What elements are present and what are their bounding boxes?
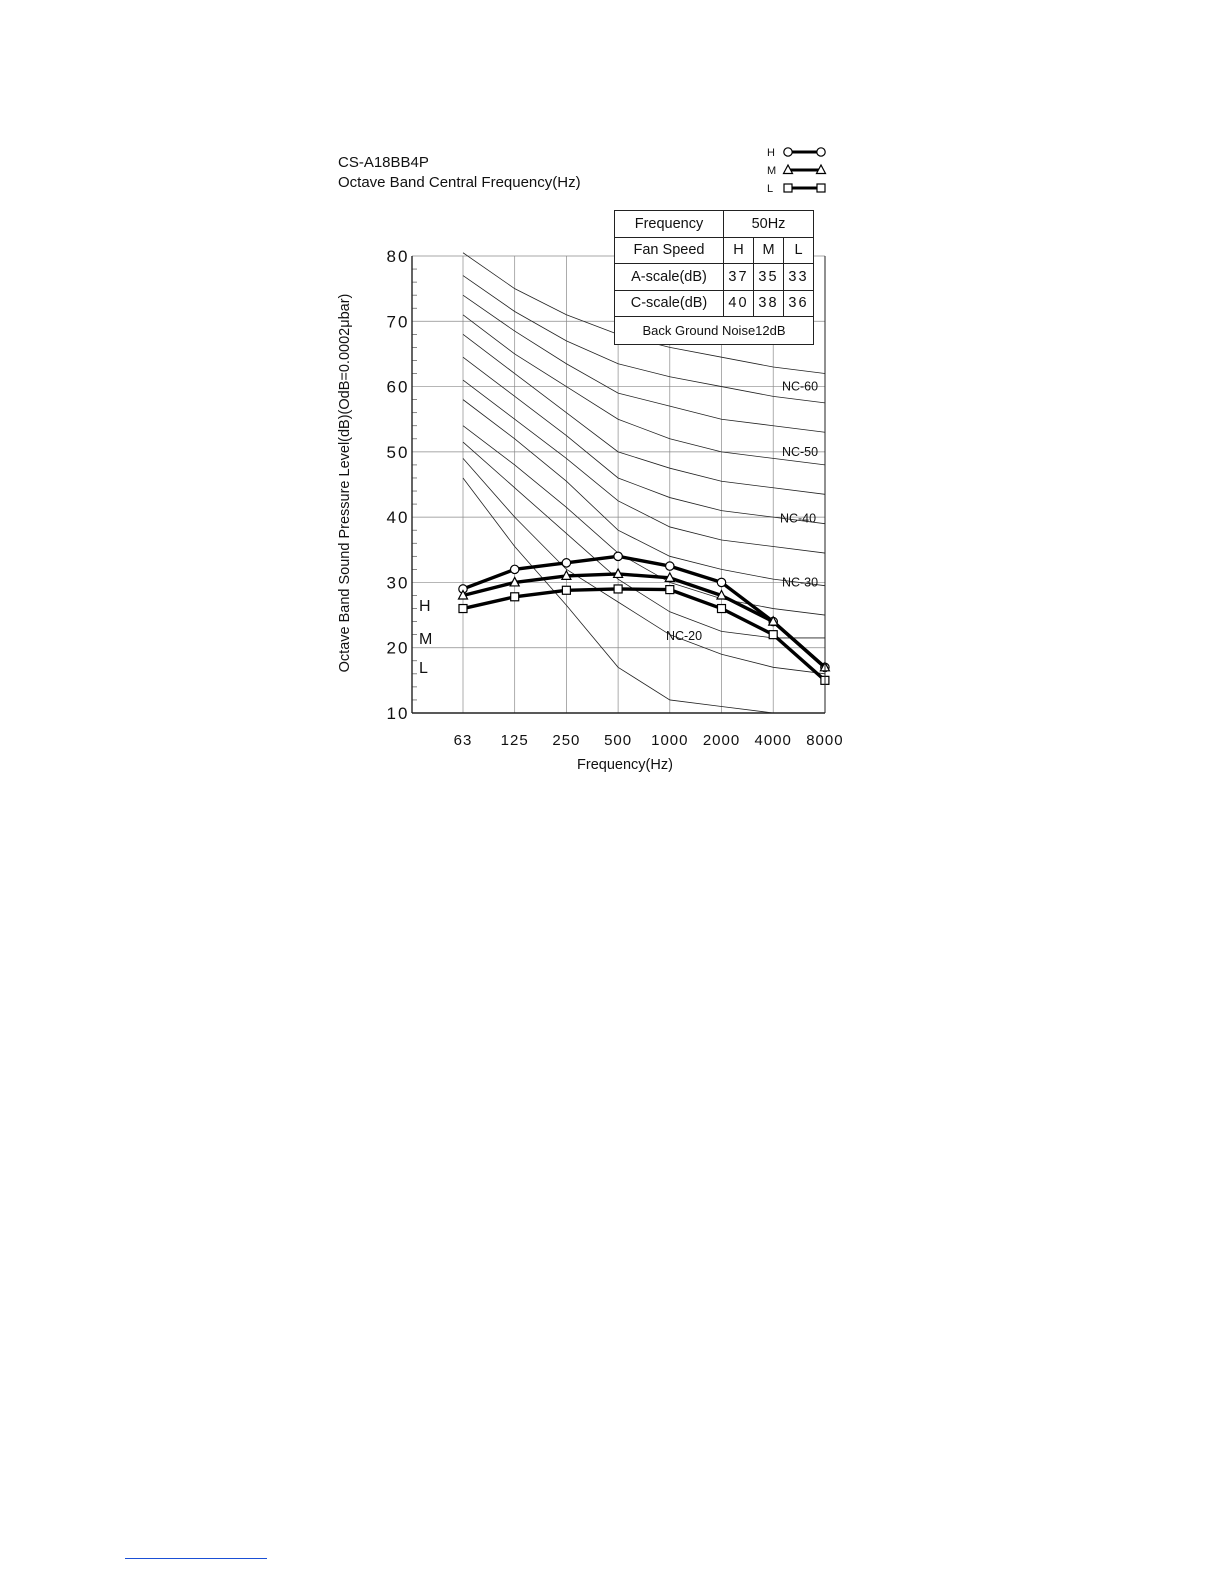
nc-curve	[463, 426, 825, 615]
nc-label: NC-60	[781, 379, 819, 394]
x-tick-label: 125	[500, 732, 529, 749]
data-point-square	[562, 586, 570, 594]
x-tick-label: 63	[453, 732, 473, 749]
nc-label: NC-50	[781, 444, 819, 459]
data-point-square	[666, 586, 674, 594]
background-noise: Back Ground Noise12dB	[615, 317, 814, 345]
y-tick-label: 50	[386, 442, 410, 462]
legend-label-h: H	[767, 147, 775, 159]
data-point-square	[459, 605, 467, 613]
frequency-label: Frequency	[615, 211, 724, 238]
legend-circle-icon	[784, 148, 792, 156]
x-tick-label: 1000	[651, 732, 689, 749]
c-scale-m: 38	[754, 290, 784, 317]
data-point-circle	[511, 565, 519, 573]
frequency-value: 50Hz	[724, 211, 814, 238]
side-label-l: L	[419, 660, 428, 677]
a-scale-m: 35	[754, 264, 784, 291]
x-tick-label: 500	[604, 732, 633, 749]
data-point-circle	[717, 578, 725, 586]
nc-label: NC-20	[665, 628, 703, 643]
legend	[767, 147, 826, 195]
y-tick-label: 10	[386, 704, 410, 723]
a-scale-h: 37	[724, 264, 754, 291]
fan-speed-h: H	[724, 237, 754, 264]
spec-table	[614, 210, 814, 345]
c-scale-h: 40	[724, 290, 754, 317]
data-point-square	[769, 631, 777, 639]
nc-curve	[463, 400, 825, 586]
y-tick-label: 70	[386, 312, 410, 332]
nc-curve	[463, 334, 825, 494]
c-scale-l: 36	[784, 290, 814, 317]
data-point-square	[718, 605, 726, 613]
data-point-circle	[562, 559, 570, 567]
table-row	[615, 290, 814, 317]
table-row	[615, 264, 814, 291]
legend-label-l: L	[767, 183, 774, 195]
legend-square-icon-end	[817, 184, 825, 192]
a-scale-l: 33	[784, 264, 814, 291]
x-tick-label: 8000	[806, 732, 844, 749]
side-label-m: M	[419, 631, 433, 648]
model-title: CS-A18BB4P	[338, 154, 429, 171]
y-tick-label: 40	[386, 508, 410, 528]
legend-label-m: M	[767, 165, 777, 177]
data-point-square	[511, 593, 519, 601]
table-row	[615, 237, 814, 264]
side-label-h: H	[419, 598, 431, 615]
a-scale-label: A-scale(dB)	[615, 264, 724, 291]
nc-label: NC-40	[779, 511, 817, 526]
y-tick-label: 30	[386, 573, 410, 593]
y-axis-label: Octave Band Sound Pressure Level(dB)(OdB=0.0002μbar)	[337, 293, 353, 673]
data-point-square	[614, 585, 622, 593]
y-tick-label: 20	[386, 638, 410, 658]
x-tick-label: 4000	[754, 732, 792, 749]
x-tick-label: 2000	[702, 732, 741, 749]
table-row	[615, 211, 814, 238]
chart-subtitle: Octave Band Central Frequency(Hz)	[338, 174, 581, 191]
fan-speed-label: Fan Speed	[615, 237, 724, 264]
footer-divider	[125, 1558, 267, 1559]
x-axis-label: Frequency(Hz)	[577, 757, 673, 773]
data-point-circle	[614, 552, 622, 560]
table-row	[615, 317, 814, 345]
nc-label: NC-30	[781, 575, 819, 590]
legend-square-icon	[784, 184, 792, 192]
c-scale-label: C-scale(dB)	[615, 290, 724, 317]
legend-circle-icon-end	[817, 148, 825, 156]
y-tick-label: 80	[386, 247, 410, 266]
nc-curve	[463, 442, 825, 638]
fan-speed-m: M	[754, 237, 784, 264]
y-tick-label: 60	[386, 377, 410, 397]
data-point-circle	[666, 562, 674, 570]
x-tick-label: 250	[552, 732, 581, 749]
fan-speed-l: L	[784, 237, 814, 264]
